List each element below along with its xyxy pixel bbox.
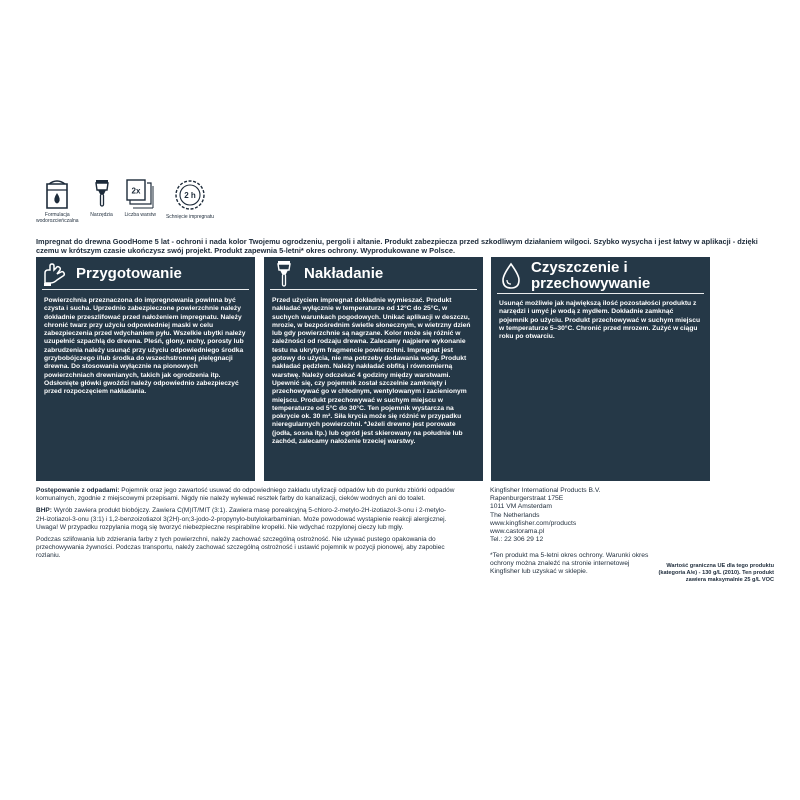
- pictogram-label: Narzędzia: [90, 212, 113, 218]
- drying-time-icon: [173, 178, 207, 212]
- panel-title: Czyszczenie i przechowywanie: [531, 259, 651, 292]
- gloved-hand-icon: [36, 261, 76, 287]
- panel-divider: [497, 293, 704, 294]
- pictogram-drying: [166, 178, 214, 220]
- panel-preparation: [36, 257, 255, 481]
- address-line: www.kingfisher.com/products: [490, 519, 577, 527]
- address-line: 1011 VM Amsterdam: [490, 503, 552, 511]
- address-line: Tel.: 22 306 29 12: [490, 536, 544, 544]
- product-intro: Impregnat do drewna GoodHome 5 lat - ochroni i nada kolor Twojemu ogrodzeniu, pergoli i altanie. Produkt zabezpiecza przed szkodliwym działaniem wilgoci. Szybko wysycha i jest łatwy w aplikacji - dzięki czemu w krótszym czasie ukończysz swój projekt. Produkt zapewnia 5-letni* okres ochrony. Wyprodukowane w Polsce.: [36, 237, 758, 255]
- panel-divider: [270, 289, 477, 290]
- panel-title: Przygotowanie: [76, 265, 182, 282]
- bhp-label: BHP:: [36, 507, 52, 515]
- waste-text: Pojemnik oraz jego zawartość usuwać do odpowiedniego zakładu utylizacji odpadów lub do punktu zbiórki odpadów komunalnych, zgodnie z miejscowymi przepisami. Nigdy nie należy wylewać resztek farby do kanalizacji, cieków wodnych ani do toalet.: [36, 487, 455, 503]
- panel-body: Usunąć możliwie jak największą ilość pozostałości produktu z narzędzi i umyć je wodą z mydłem. Dokładnie zamknąć pojemnik po użyciu. Produkt przechowywać w suchym miejscu w temperaturze 5–30°C. Chronić przed mrozem. Zużyć w ciągu roku po otwarciu.: [499, 300, 701, 341]
- pictogram-tools: [89, 178, 115, 218]
- pictogram-label: Formulacja wodorozcieńczalna: [36, 212, 79, 224]
- paintbrush-icon: [264, 260, 304, 288]
- pictogram-label: Schnięcie impregnatu: [165, 214, 215, 220]
- safety-section: [36, 487, 456, 565]
- pictogram-coats: [125, 178, 156, 218]
- water-based-can-icon: [44, 178, 70, 210]
- panel-application: [264, 257, 483, 481]
- panel-header: [264, 257, 483, 291]
- two-coats-text: 2x: [131, 186, 141, 196]
- panel-divider: [42, 289, 249, 290]
- bhp-text: Wyrób zawiera produkt biobójczy. Zawiera C(M)IT/MIT (3:1). Zawiera masę poreakcyjną 5-chloro-2-metylo-2H-izotiazol-3-onu i 2-metylo-2H-izotiazol-3-onu (3:1) i 1,2-benzoizotiazol 3(2H)-on;3-jodo-2-propynylo-butylokarbaminian. Może powodować wystąpienie reakcji alergicznej. Uwaga! W przypadku rozpylania mogą się tworzyć niebezpieczne respirabilne kropelki. Nie wdychać rozpylonej cieczy lub mgły.: [36, 507, 447, 531]
- panel-title: Nakładanie: [304, 265, 384, 282]
- waste-label: Postępowanie z odpadami:: [36, 487, 120, 494]
- address-line: The Netherlands: [490, 511, 540, 519]
- pictogram-label: Liczba warstw: [124, 212, 156, 218]
- panel-body: Przed użyciem impregnat dokładnie wymieszać. Produkt nakładać wyłącznie w temperaturze od 12°C do 25°C, w suchych warunkach pogodowych. Unikać aplikacji w deszczu, mrozie, w bezpośrednim świetle słonecznym, w wietrzny dzień lub gdy powierzchnie są nagrzane. Kolor może się różnić w zależności od rodzaju drewna. Zalecamy najpierw wykonanie testu na ukrytym fragmencie powierzchni. Impregnat jest gotowy do użycia, nie ma potrzeby dodawania wody. Produkt nakładać pędzlem. Należy nakładać obfitą i równomierną warstwę. Należy odczekać 4 godziny między warstwami. Upewnić się, czy pojemnik został szczelnie zamknięty i przechowywać go w chłodnym, wentylowanym i zacienionym miejscu. Produkt przechowywać w suchym miejscu w temperaturze od 5°C do 30°C. Ten pojemnik wystarcza na pokrycie ok. 30 m². Siła krycia może się różnić w przypadku nieregularnych powierzchni. *Jeżeli drewno jest porowate (jodła, sosna itp.) lub ogród jest skierowany na południe lub zachód, zalecamy nałożenie trzeciej warstwy.: [272, 297, 471, 446]
- waste-paragraph: [36, 487, 456, 503]
- manufacturer-address: [490, 487, 690, 544]
- address-line: Kingfisher International Products B.V.: [490, 487, 601, 494]
- address-line: Rapenburgerstraat 175E: [490, 495, 564, 503]
- water-drop-icon: [491, 262, 531, 290]
- panel-body: Powierzchnia przeznaczona do impregnowania powinna być czysta i sucha. Uprzednio zabezpieczone powierzchnie należy dokładnie przeszlifować przed nałożeniem impregnatu. Należy chronić twarz przy użyciu odpowiedniej maski w celu zabezpieczenia przed wdychaniem pyłu. Wszelkie ubytki należy uzupełnić szpachlą do drewna. Pleśń, glony, mchy, porosty lub zabrudzenia należy usunąć przy użyciu odpowiedniego środka grzybobójczego i/lub środka do wszechstronnej pielęgnacji drewna. Do stosowania wyłącznie na pionowych powierzchniach drewnianych, takich jak ogrodzenia itp. Odsłonięte główki gwoździ należy odpowiednio zabezpieczyć przed rozpoczęciem nakładania.: [44, 297, 246, 396]
- panel-cleaning-storage: [491, 257, 710, 481]
- panel-header: [491, 257, 710, 295]
- two-coats-icon: [125, 178, 155, 210]
- address-line: www.castorama.pl: [490, 528, 545, 536]
- brush-icon: [89, 178, 115, 210]
- sanding-paragraph: Podczas szlifowania lub zdzierania farby z tych powierzchni, należy zachować szczególną ostrożność. Nie używać pustego opakowania do przechowywania żywności. Podczas transportu, należy zachować szczególną ostrożność i ustawić pojemnik w pozycji pionowej, aby zapobiec rozlaniu.: [36, 536, 445, 560]
- pictogram-water-based: [36, 178, 79, 224]
- bhp-paragraph: [36, 507, 456, 532]
- pictogram-row: [36, 178, 224, 224]
- voc-statement: Wartość graniczna UE dla tego produktu (kategoria A/e) - 130 g/L (2010). Ten produkt zawiera maksymalnie 25 g/L VOC: [658, 563, 774, 583]
- drying-time-text: 2 h: [184, 191, 196, 200]
- guarantee-note: *Ten produkt ma 5-letni okres ochrony. Warunki okres ochrony można znaleźć na stronie internetowej Kingfisher lub uzyskać w sklepie.: [490, 552, 649, 576]
- panel-header: [36, 257, 255, 291]
